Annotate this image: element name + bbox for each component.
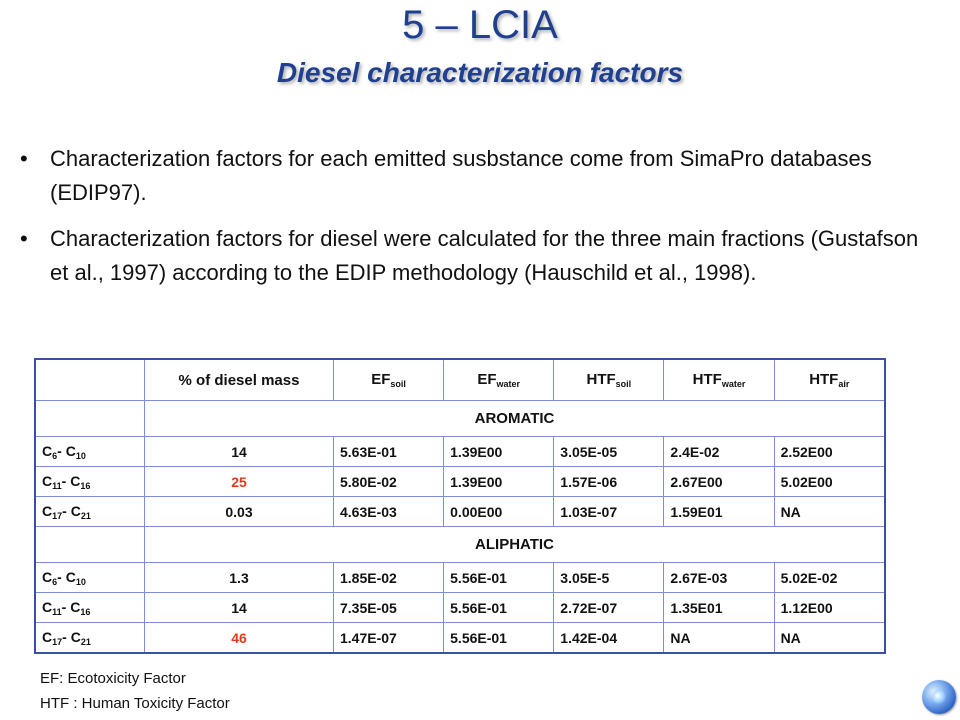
htf-air-cell: 5.02E00 [774, 467, 885, 497]
htf-soil-cell: 3.05E-5 [554, 563, 664, 593]
htf-soil-cell: 1.03E-07 [554, 497, 664, 527]
header-ef-water: $EF_{water}$ [444, 359, 554, 401]
ef-water-cell: 5.56E-01 [444, 623, 554, 654]
fraction-label: $C_{11}-$ $C_{16}$ [35, 593, 145, 623]
ef-soil-cell: 5.63E-01 [334, 437, 444, 467]
bullet-item [20, 142, 920, 210]
ef-water-cell: 1.39E00 [444, 437, 554, 467]
htf-water-cell: 2.4E-02 [664, 437, 774, 467]
table-header-row [35, 359, 885, 401]
table-row [35, 467, 885, 497]
header-ef-soil: $EF_{soil}$ [334, 359, 444, 401]
ef-water-cell: 5.56E-01 [444, 593, 554, 623]
table-row [35, 593, 885, 623]
fraction-label: $C_{17}-$ $C_{21}$ [35, 497, 145, 527]
ef-water-cell: 0.00E00 [444, 497, 554, 527]
htf-air-cell: 1.12E00 [774, 593, 885, 623]
mass-percent-cell: 25 [145, 467, 334, 497]
header-mass: % of diesel mass [145, 359, 334, 401]
legend-htf: HTF : Human Toxicity Factor [40, 695, 230, 712]
htf-air-cell: 5.02E-02 [774, 563, 885, 593]
htf-water-cell: 2.67E00 [664, 467, 774, 497]
mass-percent-cell: 46 [145, 623, 334, 654]
fraction-label: $C_6-$ $C_{10}$ [35, 563, 145, 593]
ef-soil-cell: 5.80E-02 [334, 467, 444, 497]
bullet-glyph: • [20, 226, 28, 251]
bullet-glyph: • [20, 146, 28, 171]
ef-soil-cell: 4.63E-03 [334, 497, 444, 527]
htf-water-cell: NA [664, 623, 774, 654]
htf-soil-cell: 1.42E-04 [554, 623, 664, 654]
ef-water-cell: 1.39E00 [444, 467, 554, 497]
header-htf-soil: $HTF_{soil}$ [554, 359, 664, 401]
table-row [35, 623, 885, 654]
bullet-list [20, 142, 920, 302]
ef-soil-cell: 1.47E-07 [334, 623, 444, 654]
htf-water-cell: 1.59E01 [664, 497, 774, 527]
header-htf-water: $HTF_{water}$ [664, 359, 774, 401]
section-label: AROMATIC [145, 401, 886, 437]
legend-ef: EF: Ecotoxicity Factor [40, 670, 186, 687]
slide-title: 5 – LCIA [402, 3, 558, 47]
table-row [35, 563, 885, 593]
bullet-text: Characterization factors for diesel were calculated for the three main fractions (Gustafson et al., 1997) according to the EDIP methodology (Hauschild et al., 1998). [50, 226, 919, 285]
section-empty-cell [35, 401, 145, 437]
section-label: ALIPHATIC [145, 527, 886, 563]
htf-water-cell: 2.67E-03 [664, 563, 774, 593]
htf-air-cell: NA [774, 497, 885, 527]
characterization-factors-table [34, 358, 886, 654]
section-empty-cell [35, 527, 145, 563]
htf-soil-cell: 3.05E-05 [554, 437, 664, 467]
htf-air-cell: 2.52E00 [774, 437, 885, 467]
section-row [35, 401, 885, 437]
mass-percent-cell: 1.3 [145, 563, 334, 593]
slide-subtitle: Diesel characterization factors [276, 57, 684, 88]
fraction-label: $C_{11}-$ $C_{16}$ [35, 467, 145, 497]
section-row [35, 527, 885, 563]
table-row [35, 497, 885, 527]
mass-percent-cell: 14 [145, 437, 334, 467]
mass-percent-cell: 14 [145, 593, 334, 623]
ef-soil-cell: 7.35E-05 [334, 593, 444, 623]
globe-logo-icon [922, 680, 956, 714]
htf-soil-cell: 2.72E-07 [554, 593, 664, 623]
htf-soil-cell: 1.57E-06 [554, 467, 664, 497]
table-row [35, 437, 885, 467]
htf-water-cell: 1.35E01 [664, 593, 774, 623]
header-empty-cell [35, 359, 145, 401]
mass-percent-cell: 0.03 [145, 497, 334, 527]
ef-water-cell: 5.56E-01 [444, 563, 554, 593]
fraction-label: $C_6-$ $C_{10}$ [35, 437, 145, 467]
bullet-item [20, 222, 920, 290]
ef-soil-cell: 1.85E-02 [334, 563, 444, 593]
fraction-label: $C_{17}-$ $C_{21}$ [35, 623, 145, 654]
bullet-text: Characterization factors for each emitted susbstance come from SimaPro databases (EDIP97). [50, 146, 872, 205]
htf-air-cell: NA [774, 623, 885, 654]
header-htf-air: $HTF_{air}$ [774, 359, 885, 401]
